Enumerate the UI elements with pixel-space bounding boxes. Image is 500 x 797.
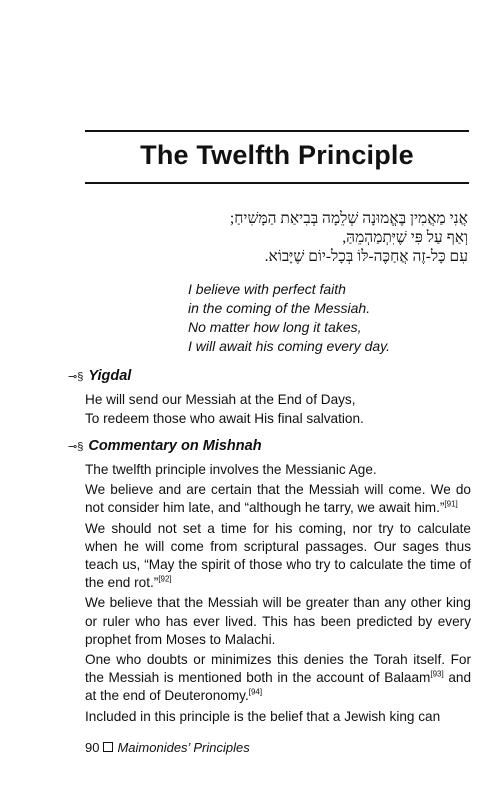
yigdal-heading-text: Yigdal — [88, 368, 132, 384]
paragraph: We believe and are certain that the Messiah will come. We do not consider him late, and “although he tarry, we await him.”[91] — [85, 482, 471, 516]
footnote-ref: [92] — [158, 574, 172, 584]
running-title: Maimonides’ Principles — [117, 740, 250, 755]
yigdal-line: He will send our Messiah at the End of Days, — [85, 392, 356, 407]
top-rule — [85, 130, 469, 132]
paragraph: We believe that the Messiah will be greater than any other king or ruler who has ever lived. This has been predicted by every prophet from Moses to Malachi. — [85, 595, 471, 647]
section-ornament-icon: ⊸§ — [68, 441, 84, 453]
hebrew-line: וְאַף עַל פִּי שֶׁיִּתְמַהְמֵהַּ, — [342, 229, 468, 246]
footnote-ref: [91] — [444, 499, 458, 509]
footnote-ref: [93] — [430, 669, 444, 679]
verse-line: I will await his coming every day. — [188, 338, 391, 354]
paragraph: The twelfth principle involves the Messianic Age. — [85, 462, 377, 477]
hebrew-line: עִם כָּל-זֶה אֲחַכֶּה-לּוֹ בְּכָל-יוֹם שֶׁיָּבוֹא. — [264, 248, 468, 265]
hebrew-line: אֲנִי מַאֲמִין בֶּאֱמוּנָה שְׁלֵמָה בְּבִיאַת הַמָּשִׁיחַ; — [229, 210, 468, 227]
paragraph: We should not set a time for his coming, nor try to calculate when he will come from scriptural passages. Our sages thus teach us, “May the spirit of those who try to calculate the time of the end rot.”[92] — [85, 520, 471, 591]
footnote-ref: [94] — [248, 687, 263, 697]
paragraph: Included in this principle is the belief that a Jewish king can — [85, 708, 441, 724]
section-ornament-icon: ⊸§ — [68, 371, 84, 383]
verse-line: No matter how long it takes, — [188, 319, 362, 335]
verse-line: I believe with perfect faith — [188, 281, 346, 297]
commentary-heading-text: Commentary on Mishnah — [88, 438, 262, 454]
page-footer — [85, 740, 250, 755]
yigdal-heading — [68, 368, 131, 384]
commentary-heading — [68, 438, 262, 454]
chapter-title: The Twelfth Principle — [140, 140, 414, 170]
yigdal-line: To redeem those who await His final salvation. — [85, 411, 364, 426]
commentary-body — [85, 461, 471, 728]
paragraph: One who doubts or minimizes this denies the Torah itself. For the Messiah is mentioned both in the account of Balaam[93] and at the end of Deuteronomy.[94] — [85, 652, 472, 704]
title-underline-rule — [85, 182, 469, 184]
english-verse — [188, 280, 390, 356]
page-number: 90 — [85, 740, 100, 755]
yigdal-text — [85, 390, 364, 428]
hebrew-text — [180, 209, 468, 266]
verse-line: in the coming of the Messiah. — [188, 300, 371, 316]
square-bullet-icon — [103, 742, 113, 752]
